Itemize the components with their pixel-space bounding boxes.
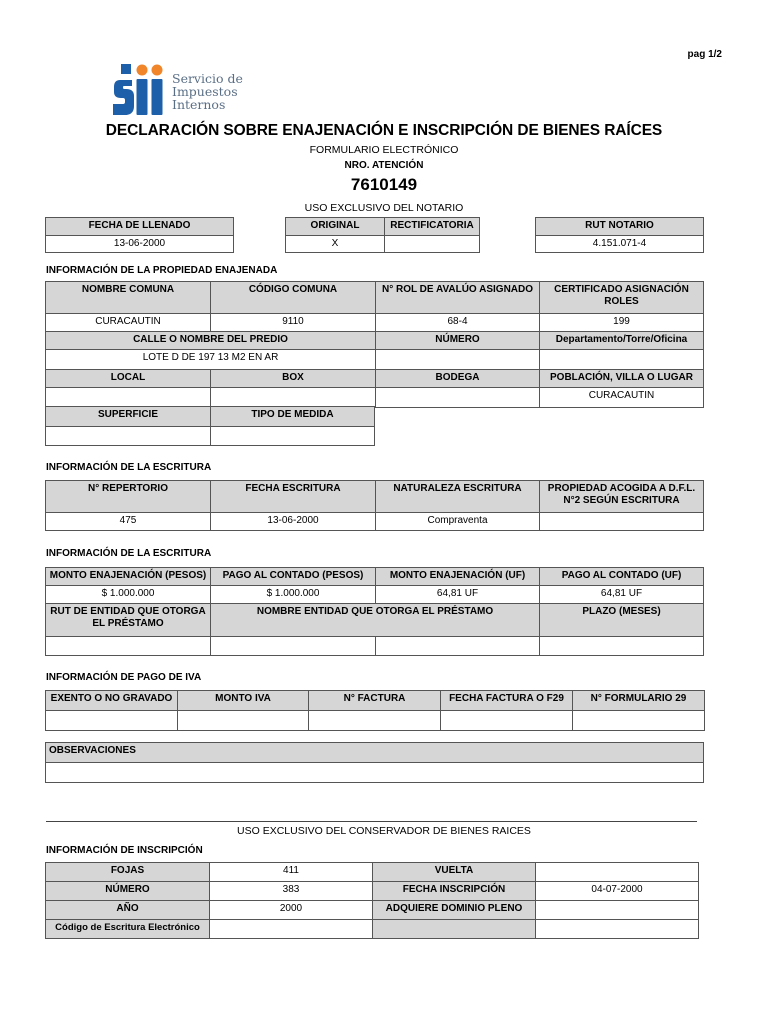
sii-logo: [112, 62, 262, 118]
fecha-inscripcion-label: FECHA INSCRIPCIÓN: [373, 882, 536, 901]
sii-logo-text: Servicio de Impuestos Internos: [172, 71, 243, 112]
monto-iva-value: [178, 711, 309, 731]
naturaleza-value: Compraventa: [376, 513, 540, 531]
certificado-value: 199: [540, 314, 704, 332]
attention-number: 7610149: [350, 175, 418, 194]
numero-inscripcion-label: NÚMERO: [46, 882, 210, 901]
fojas-value: 411: [210, 863, 373, 882]
superficie-table: [45, 406, 375, 446]
rut-entidad-value: [46, 637, 211, 656]
page-title: DECLARACIÓN SOBRE ENAJENACIÓN E INSCRIPCIÓN DE BIENES RAÍCES: [105, 122, 663, 139]
tipo-medida-value: [211, 427, 375, 446]
section-heading-escritura-2: INFORMACIÓN DE LA ESCRITURA: [46, 548, 212, 559]
rut-entidad-label: RUT DE ENTIDAD QUE OTORGA EL PRÉSTAMO: [46, 604, 211, 637]
calle-label: CALLE O NOMBRE DEL PREDIO: [46, 332, 376, 350]
observaciones-label: OBSERVACIONES: [46, 743, 704, 763]
box-label: BOX: [211, 370, 376, 388]
monto-iva-label: MONTO IVA: [178, 691, 309, 711]
vuelta-label: VUELTA: [373, 863, 536, 882]
escritura-table-1: [45, 480, 704, 531]
rol-avaluo-value: 68-4: [376, 314, 540, 332]
anio-label: AÑO: [46, 901, 210, 920]
sii-logo-icon: [112, 62, 170, 118]
dominio-label: ADQUIERE DOMINIO PLENO: [373, 901, 536, 920]
repertorio-value: 475: [46, 513, 211, 531]
formulario-29-value: [573, 711, 705, 731]
codigo-comuna-value: 9110: [211, 314, 376, 332]
plazo-value: [540, 637, 704, 656]
section-heading-inscripcion: INFORMACIÓN DE INSCRIPCIÓN: [46, 845, 203, 856]
monto-uf-label: MONTO ENAJENACIÓN (UF): [376, 568, 540, 586]
factura-label: N° FACTURA: [309, 691, 441, 711]
naturaleza-label: NATURALEZA ESCRITURA: [376, 481, 540, 513]
factura-value: [309, 711, 441, 731]
fecha-factura-label: FECHA FACTURA O F29: [441, 691, 573, 711]
dominio-value: [536, 901, 699, 920]
rut-notario-value: 4.151.071-4: [536, 236, 704, 253]
fecha-escritura-value: 13-06-2000: [211, 513, 376, 531]
original-label: ORIGINAL: [286, 218, 385, 236]
poblacion-value: CURACAUTIN: [540, 388, 704, 408]
dfl-value: [540, 513, 704, 531]
conservador-only-label: USO EXCLUSIVO DEL CONSERVADOR DE BIENES RAICES: [237, 825, 531, 837]
monto-pesos-label: MONTO ENAJENACIÓN (PESOS): [46, 568, 211, 586]
poblacion-label: POBLACIÓN, VILLA O LUGAR: [540, 370, 704, 388]
local-value: [46, 388, 211, 408]
nombre-comuna-label: NOMBRE COMUNA: [46, 282, 211, 314]
box-value: [211, 388, 376, 408]
fecha-factura-value: [441, 711, 573, 731]
iva-table: [45, 690, 705, 731]
section-heading-iva: INFORMACIÓN DE PAGO DE IVA: [46, 672, 202, 683]
blank-value: [536, 920, 699, 939]
codigo-comuna-label: CÓDIGO COMUNA: [211, 282, 376, 314]
nombre-entidad-value-a: [211, 637, 376, 656]
superficie-value: [46, 427, 211, 446]
divider: [46, 821, 697, 822]
section-heading-escritura-1: INFORMACIÓN DE LA ESCRITURA: [46, 462, 212, 473]
inscripcion-table: [45, 862, 699, 939]
nombre-entidad-value-b: [376, 637, 540, 656]
fecha-inscripcion-value: 04-07-2000: [536, 882, 699, 901]
fecha-llenado-table: [45, 217, 234, 253]
propiedad-table: [45, 281, 704, 408]
numero-label: NÚMERO: [376, 332, 540, 350]
notary-only-label: USO EXCLUSIVO DEL NOTARIO: [304, 202, 464, 214]
bodega-value: [376, 388, 540, 408]
calle-value: LOTE D DE 197 13 M2 EN AR: [46, 350, 376, 370]
escritura-table-2: [45, 567, 704, 656]
pago-pesos-value: $ 1.000.000: [211, 586, 376, 604]
anio-value: 2000: [210, 901, 373, 920]
superficie-label: SUPERFICIE: [46, 407, 211, 427]
section-heading-propiedad: INFORMACIÓN DE LA PROPIEDAD ENAJENADA: [46, 265, 278, 276]
fecha-llenado-value: 13-06-2000: [46, 236, 234, 253]
rut-notario-label: RUT NOTARIO: [536, 218, 704, 236]
repertorio-label: N° REPERTORIO: [46, 481, 211, 513]
pago-uf-value: 64,81 UF: [540, 586, 704, 604]
bodega-label: BODEGA: [376, 370, 540, 388]
local-label: LOCAL: [46, 370, 211, 388]
nombre-entidad-label: NOMBRE ENTIDAD QUE OTORGA EL PRÉSTAMO: [211, 604, 540, 637]
fojas-label: FOJAS: [46, 863, 210, 882]
vuelta-value: [536, 863, 699, 882]
departamento-value: [540, 350, 704, 370]
original-rectificatoria-table: [285, 217, 480, 253]
exento-value: [46, 711, 178, 731]
plazo-label: PLAZO (MESES): [540, 604, 704, 637]
monto-pesos-value: $ 1.000.000: [46, 586, 211, 604]
observaciones-value: [46, 763, 704, 783]
form-subtitle: FORMULARIO ELECTRÓNICO: [309, 144, 459, 156]
rol-avaluo-label: N° ROL DE AVALÚO ASIGNADO: [376, 282, 540, 314]
certificado-label: CERTIFICADO ASIGNACIÓN ROLES: [540, 282, 704, 314]
nombre-comuna-value: CURACAUTIN: [46, 314, 211, 332]
fecha-llenado-label: FECHA DE LLENADO: [46, 218, 234, 236]
pago-uf-label: PAGO AL CONTADO (UF): [540, 568, 704, 586]
tipo-medida-label: TIPO DE MEDIDA: [211, 407, 375, 427]
monto-uf-value: 64,81 UF: [376, 586, 540, 604]
rectificatoria-value: [385, 236, 480, 253]
fecha-escritura-label: FECHA ESCRITURA: [211, 481, 376, 513]
codigo-value: [210, 920, 373, 939]
formulario-29-label: N° FORMULARIO 29: [573, 691, 705, 711]
numero-value: [376, 350, 540, 370]
rut-notario-table: [535, 217, 704, 253]
rectificatoria-label: RECTIFICATORIA: [385, 218, 480, 236]
exento-label: EXENTO O NO GRAVADO: [46, 691, 178, 711]
departamento-label: Departamento/Torre/Oficina: [540, 332, 704, 350]
page-number: pag 1/2: [687, 49, 722, 60]
original-value: X: [286, 236, 385, 253]
pago-pesos-label: PAGO AL CONTADO (PESOS): [211, 568, 376, 586]
codigo-label: Código de Escritura Electrónico: [46, 920, 210, 939]
dfl-label: PROPIEDAD ACOGIDA A D.F.L. N°2 SEGÚN ESCRITURA: [540, 481, 704, 513]
observaciones-table: [45, 742, 704, 783]
numero-inscripcion-value: 383: [210, 882, 373, 901]
blank-label: [373, 920, 536, 939]
attention-label: NRO. ATENCIÓN: [344, 160, 424, 171]
